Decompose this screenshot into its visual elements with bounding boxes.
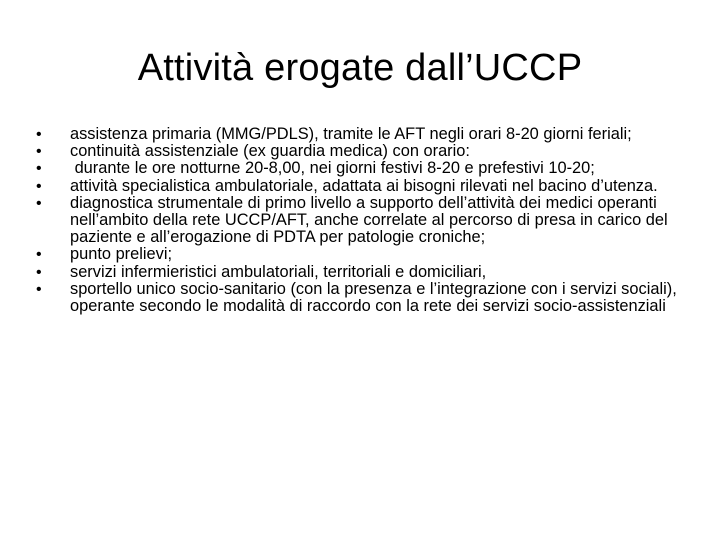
- list-item: [36, 195, 686, 247]
- list-item: [36, 143, 686, 160]
- bullet-icon: •: [36, 160, 42, 178]
- list-item-text: continuità assistenziale (ex guardia medica) con orario:: [70, 142, 470, 161]
- list-item-text: assistenza primaria (MMG/PDLS), tramite le AFT negli orari 8-20 giorni feriali;: [70, 125, 632, 143]
- bullet-icon: •: [36, 246, 42, 264]
- list-item: [36, 281, 686, 315]
- bullet-list: [36, 126, 686, 315]
- list-item-text: servizi infermieristici ambulatoriali, territoriali e domiciliari,: [70, 262, 487, 281]
- list-item: [36, 126, 686, 143]
- list-item-text: punto prelievi;: [70, 245, 173, 264]
- list-item: [36, 160, 686, 177]
- list-item: [36, 264, 686, 281]
- list-item-text: attività specialistica ambulatoriale, adattata ai bisogni rilevati nel bacino d’utenza.: [70, 176, 658, 195]
- list-item-text: sportello unico socio-sanitario (con la presenza e l’integrazione con i servizi sociali), operante secondo le modalità di raccordo con la rete dei servizi socio-assistenziali: [70, 279, 677, 316]
- list-item: [36, 178, 686, 195]
- bullet-icon: •: [36, 194, 42, 212]
- bullet-icon: •: [36, 143, 42, 161]
- slide-title: Attività erogate dall’UCCP: [137, 47, 583, 89]
- list-item: [36, 246, 686, 263]
- bullet-icon: •: [36, 177, 42, 195]
- bullet-icon: •: [36, 280, 42, 298]
- list-item-text: durante le ore notturne 20-8,00, nei giorni festivi 8-20 e prefestivi 10-20;: [70, 159, 595, 178]
- bullet-icon: •: [36, 126, 42, 143]
- list-item-text: diagnostica strumentale di primo livello a supporto dell’attività dei medici operanti nell’ambito della rete UCCP/AFT, anche correlate al percorso di presa in carico del paziente e all’erogazione di PDTA per patologie croniche;: [70, 193, 668, 247]
- bullet-icon: •: [36, 263, 42, 281]
